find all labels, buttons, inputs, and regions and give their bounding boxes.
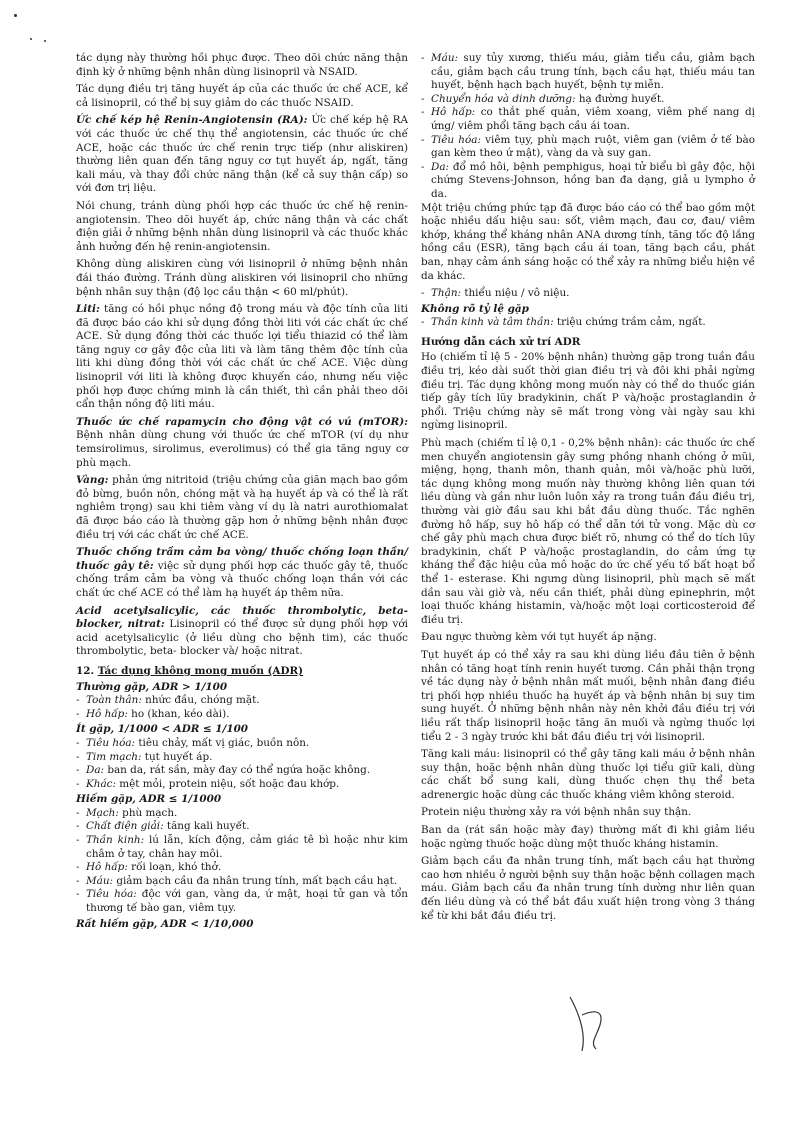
item-label: Khác: xyxy=(86,777,116,790)
liti-paragraph xyxy=(76,303,408,412)
paragraph: Protein niệu thường xảy ra với bệnh nhân suy thận. xyxy=(421,806,692,819)
bullet: - xyxy=(76,764,80,777)
raas-paragraph xyxy=(76,114,408,196)
bullet: - xyxy=(76,888,80,901)
item-text: giảm bạch cầu đa nhân trung tính, mất bạch cầu hạt. xyxy=(113,874,398,887)
paragraph: Tăng kali máu: lisinopril có thể gây tăng kali máu ở bệnh nhân suy thận, hoặc bệnh nhân dùng thuốc lợi tiểu giữ kali, dùng các chất bổ sung kali, dùng thuốc chẹn thụ thể beta adrenergic hoặc dùng các thuốc kháng viêm không steroid. xyxy=(421,748,755,801)
list-item xyxy=(76,764,408,778)
gold-heading: Vàng: xyxy=(76,474,109,487)
item-text: tăng kali huyết. xyxy=(163,820,250,833)
section-number: 12. xyxy=(76,664,98,677)
gold-paragraph xyxy=(76,474,408,542)
item-text: đổ mồ hôi, bệnh pemphigus, hoại tử biểu bì gây độc, hội chứng Stevens-Johnson, hồng ban đa dạng, giả u lympho ở da. xyxy=(431,160,755,200)
list-item xyxy=(421,134,755,161)
right-column xyxy=(421,52,755,927)
list-item xyxy=(76,694,408,708)
paragraph: Đau ngực thường kèm với tụt huyết áp nặng. xyxy=(421,631,657,644)
list-item xyxy=(421,106,755,133)
item-label: Máu: xyxy=(86,874,114,887)
bullet: - xyxy=(76,806,80,819)
list-item xyxy=(76,820,408,834)
asa-paragraph xyxy=(76,605,408,659)
item-text: lú lẫn, kích động, cảm giác tê bì hoặc như kim châm ở tay, chân hay môi. xyxy=(86,834,408,860)
bullet: - xyxy=(421,316,425,329)
section-12-heading xyxy=(76,665,408,679)
item-label: Thần kinh: xyxy=(86,834,145,847)
paragraph: Ban da (rát sần hoặc mày đay) thường mất đi khi giảm liều hoặc ngừng thuốc hoặc dùng một thuốc kháng histamin. xyxy=(421,824,755,850)
item-text: tụt huyết áp. xyxy=(141,750,213,763)
scan-speck xyxy=(30,38,32,40)
item-label: Máu: xyxy=(431,52,459,64)
paragraph: Giảm bạch cầu đa nhân trung tính, mất bạch cầu hạt thường cao hơn nhiều ở người bệnh suy thận hoặc bệnh collagen mạch máu. Giảm bạch cầu đa nhân trung tính dường như liên quan đến liều dùng và có thể bắt đầu xuất hiện trong vòng 3 tháng kể từ khi bắt đầu điều trị. xyxy=(421,855,755,922)
paragraph: Tụt huyết áp có thể xảy ra sau khi dùng liều đầu tiên ở bệnh nhân có tăng hoạt tính renin huyết tương. Cần phải thận trọng về tác dụng này ở bệnh nhân mất muối, bệnh nhân đang điều trị phối hợp nhiều thuốc hạ huyết áp và bệnh nhân bị suy tim sung huyết. Ở những bệnh nhân này nên khởi đầu điều trị với liều rất thấp lisinopril hoặc tăng ăn muối và ngừng thuốc lợi tiểu 2 - 3 ngày trước khi bắt đầu điều trị với lisinopril. xyxy=(421,648,755,743)
paragraph: Tác dụng điều trị tăng huyết áp của các thuốc ức chế ACE, kể cả lisinopril, có thể bị suy giảm do các thuốc NSAID. xyxy=(76,83,408,109)
item-label: Hô hấp: xyxy=(86,861,128,874)
mtor-heading: Thuốc ức chế rapamycin cho động vật có vú (mTOR): xyxy=(76,415,408,428)
bullet: - xyxy=(421,133,425,146)
item-text: tiêu chảy, mất vị giác, buồn nôn. xyxy=(135,736,310,749)
bullet: - xyxy=(76,820,80,833)
paragraph: Nói chung, tránh dùng phối hợp các thuốc ức chế hệ renin-angiotensin. Theo dõi huyết áp, chức năng thận và các chất điện giải ở những bệnh nhân dùng lisinopril và các thuốc khác ảnh hưởng đến hệ renin-angiotensin. xyxy=(76,199,408,253)
bullet: - xyxy=(76,777,80,790)
gold-text: phản ứng nitritoid (triệu chứng của giãn mạch bao gồm đỏ bừng, buồn nôn, chóng mặt và hạ huyết áp và có thể là rất nghiêm trọng) sau khi tiêm vàng ví dụ là natri aurothiomalat đã được báo cáo là thường gặp hơn ở những bệnh nhân được điều trị với các chất ức chế ACE. xyxy=(76,474,408,541)
scan-speck xyxy=(14,14,17,17)
list-item xyxy=(421,161,755,202)
paragraph: tác dụng này thường hồi phục được. Theo dõi chức năng thận định kỳ ở những bệnh nhân dùng lisinopril và NSAID. xyxy=(76,52,408,78)
bullet: - xyxy=(76,707,80,720)
item-text: thiểu niệu / vô niệu. xyxy=(461,287,570,300)
uncommon-heading: Ít gặp, 1/1000 < ADR ≤ 1/100 xyxy=(76,723,249,736)
list-item xyxy=(76,888,408,915)
paragraph: Một triệu chứng phức tạp đã được báo cáo có thể bao gồm một hoặc nhiều dấu hiệu sau: sốt, viêm mạch, đau cơ, đau/ viêm khớp, kháng thể kháng nhân ANA dương tính, tăng tốc độ lắng hồng cầu (ESR), tăng bạch cầu ái toan, tăng bạch cầu, phát ban, nhạy cảm ánh sáng hoặc có thể xảy ra những biểu hiện về da khác. xyxy=(421,201,755,282)
item-text: triệu chứng trầm cảm, ngất. xyxy=(553,316,706,329)
left-column xyxy=(76,52,408,931)
bullet: - xyxy=(76,694,80,707)
item-label: Tim mạch: xyxy=(86,750,142,763)
item-text: độc với gan, vàng da, ứ mật, hoại tử gan và tổn thương tế bào gan, viêm tụy. xyxy=(86,888,408,915)
list-item xyxy=(421,287,755,301)
rare-heading: Hiếm gặp, ADR ≤ 1/1000 xyxy=(76,793,222,806)
list-item xyxy=(76,861,408,875)
item-text: viêm tụy, phù mạch ruột, viêm gan (viêm ở tế bào gan kèm theo ứ mật), vàng da và suy gan. xyxy=(431,133,755,160)
tca-heading: Thuốc chống trầm cảm ba vòng/ thuốc chống loạn thần/ thuốc gây tê: xyxy=(76,546,408,572)
very-rare-heading: Rất hiếm gặp, ADR < 1/10,000 xyxy=(76,917,254,930)
handwritten-mark xyxy=(560,985,680,1055)
tca-text: việc sử dụng phối hợp các thuốc gây tê, thuốc chống trầm cảm ba vòng và thuốc chống loạn thần với các chất ức chế ACE có thể làm hạ huyết áp thêm nữa. xyxy=(76,559,408,599)
mtor-paragraph xyxy=(76,416,408,470)
item-label: Thận: xyxy=(431,287,462,300)
list-item xyxy=(76,807,408,821)
list-item xyxy=(76,778,408,792)
item-label: Da: xyxy=(431,160,450,173)
item-label: Mạch: xyxy=(86,806,119,819)
mtor-text: Bệnh nhân dùng chung với thuốc ức chế mTOR (ví dụ như temsirolimus, sirolimus, everolimus) có thể gia tăng nguy cơ phù mạch. xyxy=(76,429,408,469)
item-label: Tiêu hóa: xyxy=(86,736,136,749)
item-text: hạ đường huyết. xyxy=(575,92,665,105)
item-label: Thần kinh và tâm thần: xyxy=(431,316,554,329)
item-label: Da: xyxy=(86,764,105,777)
list-item xyxy=(76,834,408,861)
tca-paragraph xyxy=(76,546,408,600)
item-text: ban da, rát sần, mày đay có thể ngứa hoặc không. xyxy=(104,764,371,777)
item-text: co thắt phế quản, viêm xoang, viêm phế nang dị ứng/ viêm phổi tăng bạch cầu ái toan. xyxy=(431,106,755,132)
item-label: Tiêu hóa: xyxy=(431,133,481,146)
list-item xyxy=(421,316,755,330)
liti-heading: Liti: xyxy=(76,303,100,316)
raas-heading: Ức chế kép hệ Renin-Angiotensin (RA): xyxy=(76,114,308,127)
bullet: - xyxy=(421,92,425,105)
list-item xyxy=(76,737,408,751)
list-item xyxy=(421,52,755,93)
item-text: nhức đầu, chóng mặt. xyxy=(141,694,260,707)
item-label: Hô hấp: xyxy=(86,707,128,720)
asa-text: Lisinopril có thể được sử dụng phối hợp với acid acetylsalicylic (ở liều dùng cho bệnh tim), các thuốc thrombolytic, beta- blocker và/ hoặc nitrat. xyxy=(76,618,408,658)
bullet: - xyxy=(76,834,80,847)
paragraph: Không dùng aliskiren cùng với lisinopril ở những bệnh nhân đái tháo đường. Tránh dùng aliskiren với lisinopril cho những bệnh nhân suy thận (độ lọc cầu thận < 60 ml/phút). xyxy=(76,258,408,298)
list-item xyxy=(421,93,755,107)
list-item xyxy=(76,751,408,765)
item-text: ho (khan, kéo dài). xyxy=(127,707,230,720)
list-item xyxy=(76,708,408,722)
list-item xyxy=(76,875,408,889)
item-text: suy tủy xương, thiếu máu, giảm tiểu cầu, giảm bạch cầu, giảm bạch cầu trung tính, bạch cầu hạt, thiếu máu tan huyết, bệnh hạch bạch huyết, bệnh tự miễn. xyxy=(431,52,755,92)
guide-heading: Hướng dẫn cách xử trí ADR xyxy=(421,335,581,348)
bullet: - xyxy=(421,52,425,64)
bullet: - xyxy=(421,106,425,119)
item-text: rối loạn, khó thở. xyxy=(127,861,222,874)
asa-heading: Acid acetylsalicylic, các thuốc thrombolytic, beta- blocker, nitrat: xyxy=(76,604,408,631)
bullet: - xyxy=(76,874,80,887)
bullet: - xyxy=(76,736,80,749)
bullet: - xyxy=(76,861,80,874)
unknown-frequency-heading: Không rõ tỷ lệ gặp xyxy=(421,302,529,315)
item-label: Chất điện giải: xyxy=(86,820,164,833)
item-text: phù mạch. xyxy=(118,806,178,819)
item-label: Toàn thân: xyxy=(86,694,142,707)
item-label: Hô hấp: xyxy=(431,106,476,119)
item-text: mệt mỏi, protein niệu, sốt hoặc đau khớp. xyxy=(115,777,340,790)
bullet: - xyxy=(421,160,425,173)
raas-text: Ức chế kép hệ RA với các thuốc ức chế thụ thể angiotensin, các thuốc ức chế ACE, hoặc các thuốc ức chế renin trực tiếp (như aliskiren) thường liên quan đến tăng nguy cơ tụt huyết áp, ngất, tăng kali máu, và thay đổi chức năng thận (kể cả suy thận cấp) so với đơn trị liệu. xyxy=(76,114,408,195)
bullet: - xyxy=(421,287,425,300)
paragraph: Phù mạch (chiếm tỉ lệ 0,1 - 0,2% bệnh nhân): các thuốc ức chế men chuyển angiotensin gây sưng phồng nhanh chóng ở mũi, miệng, họng, thanh môn, thanh quản, môi và/hoặc phù lưỡi, tác dụng không mong muốn này thường không liên quan tới liều dùng và gần như luôn luôn xảy ra trong tuần đầu điều trị, thường vài giờ đầu sau khi bắt đầu dùng thuốc. Tắc nghẽn đường hô hấp, suy hô hấp có thể dẫn tới tử vong. Mặc dù cơ chế gây phù mạch chưa được biết rõ, nhưng có thể do tích lũy bradykinin, chất P và/hoặc prostaglandin, do cảm ứng tự kháng thể đặc hiệu của mô hoặc do ức chế yếu tố bất hoạt bổ thể 1- esterase. Khi ngưng dùng lisinopril, phù mạch sẽ mất dần sau vài giờ và, nếu cần thiết, phải dùng epinephrin, một loại thuốc kháng histamin, và/hoặc một loại corticosteroid để điều trị. xyxy=(421,437,755,626)
item-label: Chuyển hóa và dinh dưỡng: xyxy=(431,92,576,105)
common-heading: Thường gặp, ADR > 1/100 xyxy=(76,680,228,693)
paragraph: Ho (chiếm tỉ lệ 5 - 20% bệnh nhân) thường gặp trong tuần đầu điều trị, kéo dài suốt thời gian điều trị và đôi khi phải ngừng điều trị. Tác dụng không mong muốn này có thể do thuốc gián tiếp gây tích lũy bradykinin, chất P và/hoặc prostaglandin ở phổi. Triệu chứng này sẽ mất trong vòng vài ngày sau khi ngừng lisinopril. xyxy=(421,351,755,432)
item-label: Tiêu hóa: xyxy=(86,888,137,901)
scan-speck xyxy=(44,40,46,42)
section-title: Tác dụng không mong muốn (ADR) xyxy=(97,664,304,677)
bullet: - xyxy=(76,750,80,763)
liti-text: tăng có hồi phục nồng độ trong máu và độc tính của liti đã được báo cáo khi sử dụng đồng thời liti với các chất ức chế ACE. Sử dụng đồng thời các thuốc lợi tiểu thiazid có thể làm tăng nguy cơ gây độc của liti và làm tăng thêm độc tính của liti khi dùng đồng thời với các chất ức chế ACE. Việc dùng lisinopril với liti là không được khuyến cáo, nhưng nếu việc phối hợp được chứng minh là cần thiết, thì cần phải theo dõi cẩn thận nồng độ liti máu. xyxy=(76,303,408,411)
